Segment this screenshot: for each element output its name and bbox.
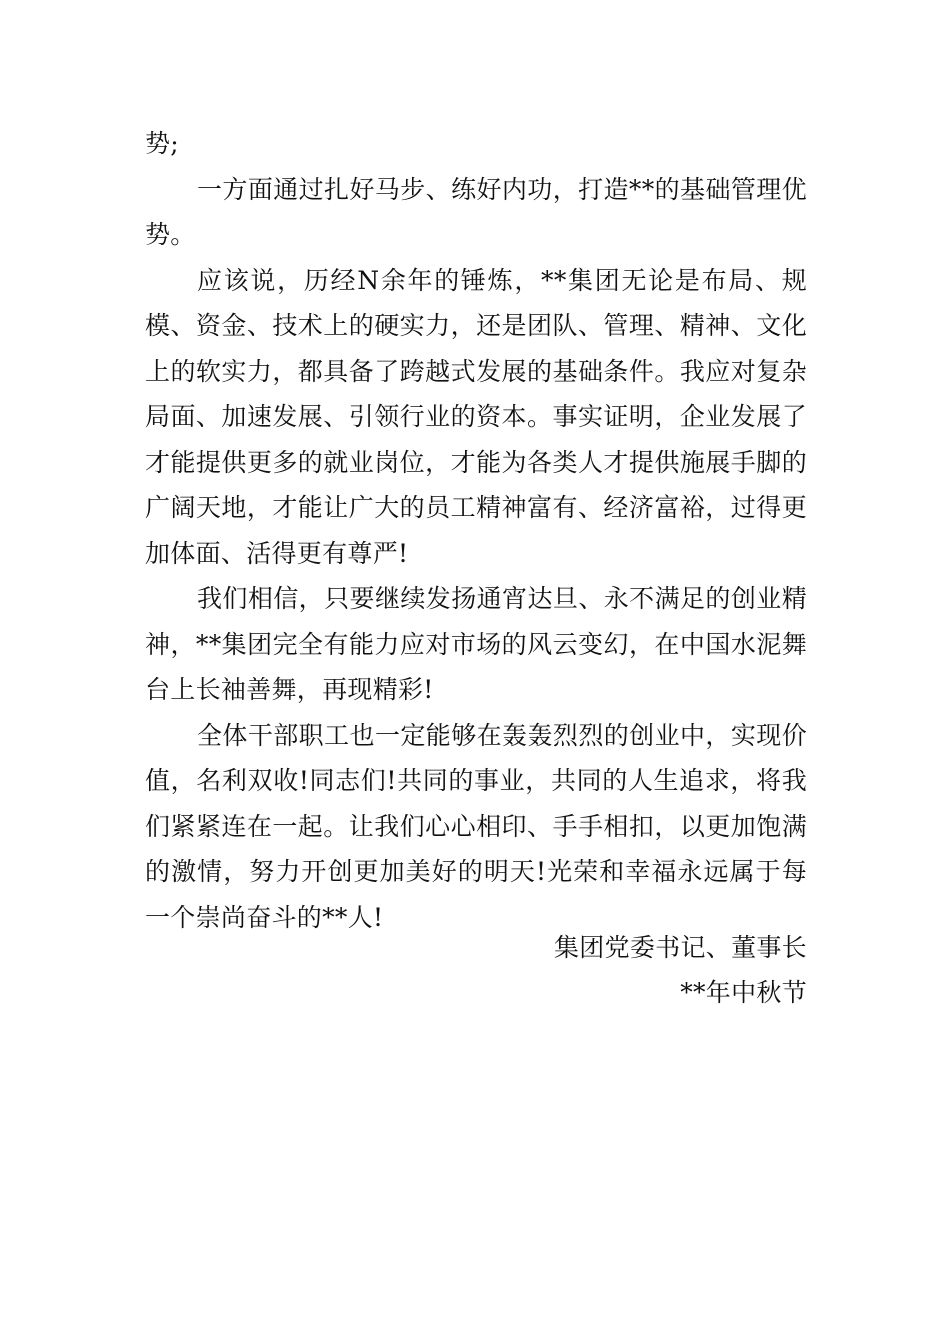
- signature-title: 集团党委书记、董事长: [553, 933, 807, 962]
- paragraph-strength: 应该说，历经N余年的锤炼，**集团无论是布局、规模、资金、技术上的硬实力，还是团队、管理、精神、文化上的软实力，都具备了跨越式发展的基础条件。我应对复杂局面、加速发展、引领行业的资本。事实证明，企业发展了才能提供更多的就业岗位，才能为各类人才提供施展手脚的广阔天地，才能让广大的员工精神富有、经济富裕，过得更加体面、活得更有尊严!: [145, 265, 807, 568]
- paragraph-closing: 全体干部职工也一定能够在轰轰烈烈的创业中，实现价值，名利双收!同志们!共同的事业，共同的人生追求，将我们紧紧连在一起。让我们心心相印、手手相扣，以更加饱满的激情，努力开创更加美好的明天!光荣和幸福永远属于每一个崇尚奋斗的**人!: [145, 720, 807, 932]
- paragraph-management-advantage: 一方面通过扎好马步、练好内功，打造**的基础管理优势。: [145, 174, 807, 249]
- letter-body: [145, 121, 807, 940]
- signature-date: **年中秋节: [680, 978, 807, 1007]
- paragraph-continuation: 势;: [145, 129, 180, 158]
- paragraph-confidence: 我们相信，只要继续发扬通宵达旦、永不满足的创业精神，**集团完全有能力应对市场的风云变幻，在中国水泥舞台上长袖善舞，再现精彩!: [145, 584, 807, 704]
